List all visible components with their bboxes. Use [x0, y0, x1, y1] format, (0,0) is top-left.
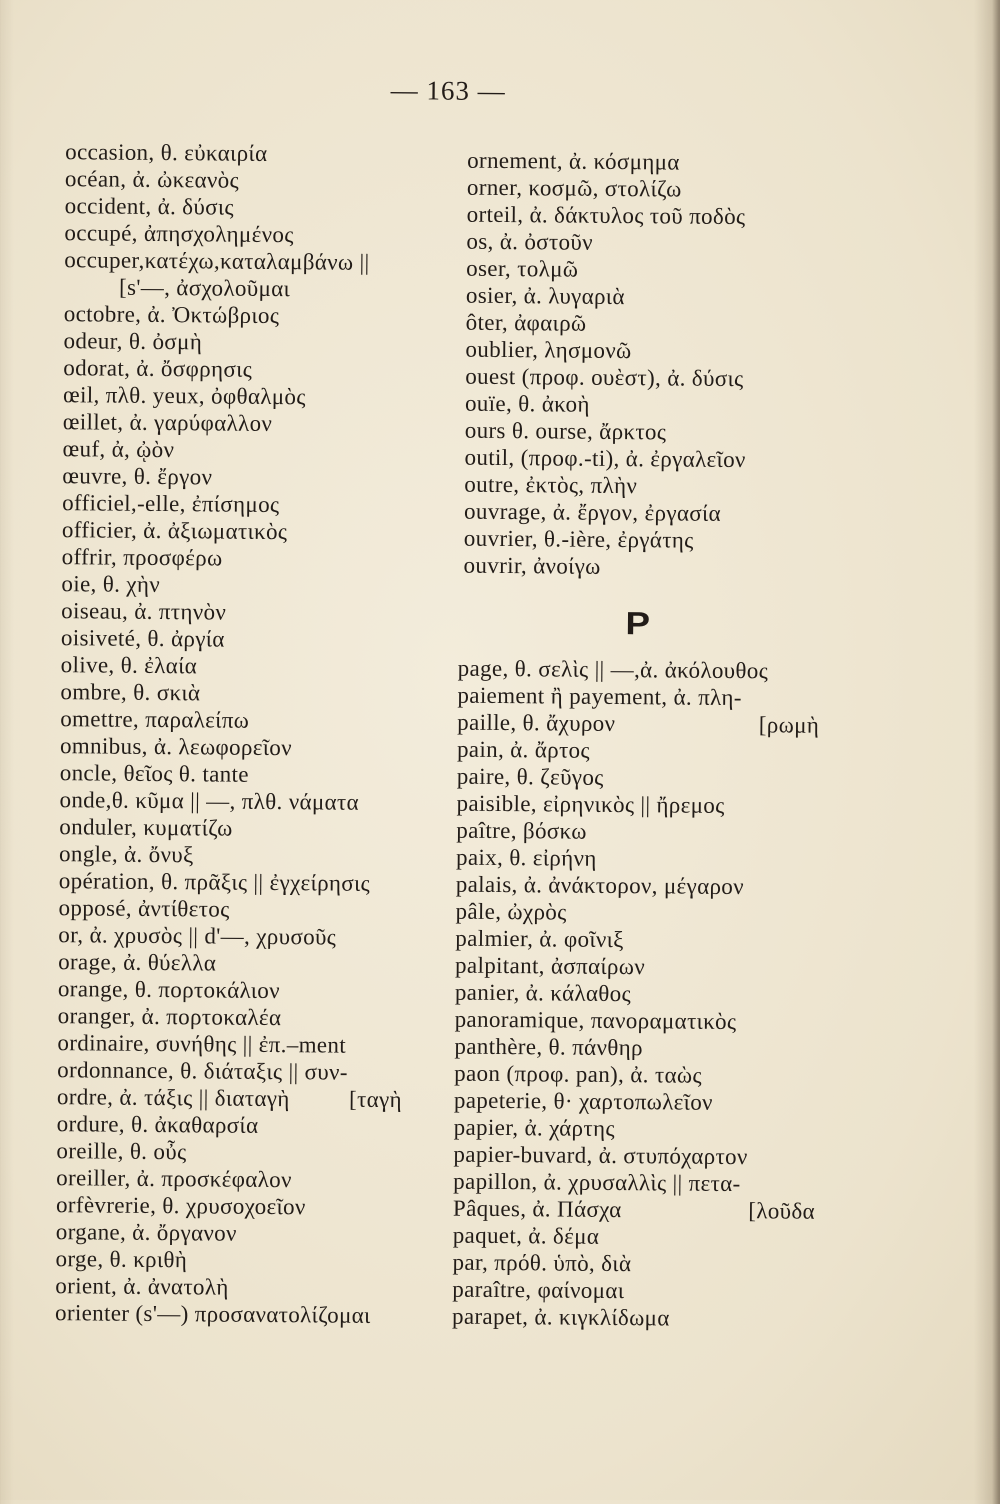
entry-text: osier, ἀ. λυγαριὰ	[465, 282, 625, 310]
entry-continuation: [ρωμὴ	[758, 712, 820, 738]
dictionary-entry	[466, 282, 824, 312]
dictionary-entry	[457, 763, 819, 793]
dictionary-entry	[60, 759, 405, 789]
entry-text: outre, ἐκτὸς, πλὴν	[464, 471, 638, 499]
entry-text: panthère, θ. πάνθηρ	[454, 1033, 643, 1061]
dictionary-entry	[58, 975, 403, 1005]
entry-text: ordonnance, θ. διάταξις || συν-	[57, 1057, 348, 1085]
dictionary-entry	[464, 444, 822, 474]
entry-text: œuf, ἀ, ᾠὸν	[62, 436, 175, 463]
entry-text: omnibus, ἀ. λεωφορεῖον	[59, 733, 293, 761]
dictionary-entry	[464, 471, 822, 501]
dictionary-entry	[63, 354, 408, 384]
entry-text: orange, θ. πορτοκάλιον	[57, 976, 281, 1004]
dictionary-entry	[455, 898, 817, 928]
dictionary-entry	[55, 1245, 400, 1275]
entry-text: odeur, θ. ὀσμὴ	[63, 328, 203, 355]
dictionary-entry	[454, 1033, 816, 1063]
entry-text: oser, τολμῶ	[466, 255, 579, 282]
entry-text: papillon, ἀ. χρυσαλλὶς || πετα-	[453, 1168, 741, 1197]
entry-text: papier-buvard, ἀ. στυπόχαρτον	[453, 1141, 748, 1170]
dictionary-entry	[61, 597, 406, 627]
dictionary-entry	[63, 327, 408, 357]
entry-text: organe, ἀ. ὄργανον	[55, 1219, 237, 1246]
entry-text: papier, ἀ. χάρτης	[453, 1114, 615, 1142]
entry-text: oreille, θ. οὖς	[56, 1138, 187, 1165]
entry-text: papeterie, θ· χαρτοπωλεῖον	[453, 1087, 713, 1115]
dictionary-entry	[57, 1029, 402, 1059]
entry-text: olive, θ. ἐλαία	[60, 652, 198, 679]
dictionary-entry	[57, 1110, 402, 1140]
dictionary-entry	[59, 786, 404, 816]
dictionary-entry	[455, 952, 817, 982]
entry-text: œuvre, θ. ἔργον	[62, 463, 213, 490]
dictionary-entry	[55, 1299, 400, 1329]
entry-text: oiseau, ἀ. πτηνὸν	[61, 598, 227, 625]
dictionary-entry	[465, 417, 823, 447]
entry-text: octobre, ἀ. Ὀκτώβριος	[63, 301, 280, 329]
entry-text: orage, ἀ. θύελλα	[58, 949, 217, 976]
dictionary-entry	[457, 682, 819, 712]
dictionary-entry	[59, 867, 404, 897]
entry-text: onde,θ. κῦμα || —, πλθ. νάματα	[59, 787, 360, 815]
dictionary-entry	[65, 138, 410, 168]
dictionary-entry	[62, 489, 407, 519]
dictionary-entry	[64, 246, 409, 276]
entry-text: omettre, παραλείπω	[60, 706, 250, 733]
dictionary-entry	[60, 705, 405, 735]
dictionary-entry	[464, 498, 822, 528]
dictionary-entry	[456, 790, 818, 820]
entry-text: paraître, φαίνομαι	[452, 1276, 625, 1304]
dictionary-entry	[453, 1195, 815, 1225]
entry-text: occuper,κατέχω,καταλαμβάνω ||	[64, 247, 370, 275]
entry-text: palais, ἀ. ἀνάκτορον, μέγαρον	[455, 871, 745, 900]
entry-text: onduler, κυματίζω	[59, 814, 233, 841]
dictionary-entry	[62, 462, 407, 492]
dictionary-entry	[456, 844, 818, 874]
dictionary-entry	[62, 435, 407, 465]
right-column-o-entries	[463, 147, 825, 582]
dictionary-entry	[465, 336, 823, 366]
entry-text: Pâques, ἀ. Πάσχα	[452, 1195, 622, 1223]
entry-text: pain, ἀ. ἄρτος	[456, 736, 591, 763]
dictionary-entry	[456, 817, 818, 847]
entry-text: ouvrir, ἀνοίγω	[463, 552, 601, 579]
dictionary-entry	[457, 736, 819, 766]
entry-text: oncle, θεῖος θ. tante	[59, 760, 249, 787]
entry-text: orienter (s'—) προσανατολίζομαι	[54, 1300, 371, 1328]
entry-text: paix, θ. εἰρήνη	[455, 844, 597, 871]
dictionary-entry	[465, 390, 823, 420]
dictionary-entry	[62, 543, 407, 573]
dictionary-entry	[455, 925, 817, 955]
entry-text: orient, ἀ. ἀνατολὴ	[55, 1273, 229, 1300]
entry-text: odorat, ἀ. ὄσφρησις	[63, 355, 253, 382]
entry-text: occident, ἀ. δύσις	[64, 193, 235, 220]
dictionary-entry	[56, 1191, 401, 1221]
dictionary-entry	[453, 1168, 815, 1198]
entry-text: orge, θ. κριθὴ	[55, 1246, 188, 1273]
dictionary-entry	[61, 570, 406, 600]
entry-text: paquet, ἀ. δέμα	[452, 1222, 600, 1249]
dictionary-entry	[466, 309, 824, 339]
dictionary-entry	[65, 165, 410, 195]
dictionary-entry	[452, 1303, 814, 1333]
entry-text: panier, ἀ. κάλαθος	[454, 979, 632, 1007]
left-column-entries	[55, 138, 410, 1329]
dictionary-entry	[58, 921, 403, 951]
dictionary-entry	[61, 651, 406, 681]
entry-continuation: [λοῦδα	[748, 1198, 816, 1224]
entry-text: paître, βόσκω	[456, 817, 587, 844]
dictionary-entry	[60, 678, 405, 708]
dictionary-entry	[64, 219, 409, 249]
dictionary-entry	[60, 732, 405, 762]
entry-text: orner, κοσμῶ, στολίζω	[466, 174, 682, 202]
entry-text: ombre, θ. σκιὰ	[60, 679, 201, 706]
entry-text: océan, ἀ. ὠκεανὸς	[64, 166, 240, 193]
dictionary-entry	[454, 1060, 816, 1090]
dictionary-entry	[58, 894, 403, 924]
dictionary-entry	[454, 1087, 816, 1117]
dictionary-entry	[63, 381, 408, 411]
entry-text: par, πρόθ. ὑπὸ, διὰ	[452, 1249, 632, 1277]
entry-text: opposé, ἀντίθετος	[58, 895, 230, 922]
entry-text: os, ἀ. ὀστοῦν	[466, 228, 594, 255]
entry-text: oublier, λησμονῶ	[465, 336, 632, 364]
entry-text: paire, θ. ζεῦγος	[456, 763, 604, 790]
entry-text: œillet, ἀ. γαρύφαλλον	[62, 409, 273, 436]
dictionary-entry	[63, 408, 408, 438]
entry-text: ôter, ἀφαιρῶ	[465, 309, 587, 336]
dictionary-entry	[458, 655, 820, 685]
dictionary-entry	[64, 300, 409, 330]
entry-text: palpitant, ἀσπαίρων	[455, 952, 646, 980]
entry-text: offrir, προσφέρω	[61, 544, 223, 571]
entry-text: occasion, θ. εὐκαιρία	[65, 139, 268, 166]
entry-text: or, ἀ. χρυσὸς || d'—, χρυσοῦς	[58, 922, 337, 950]
entry-continuation: [ταγὴ	[348, 1086, 403, 1113]
entry-text: ouvrier, θ.-ière, ἐργάτης	[463, 525, 694, 553]
entry-text: paisible, εἰρηνικὸς || ἤρεμος	[456, 790, 725, 818]
dictionary-entry	[57, 1056, 402, 1086]
dictionary-entry	[59, 840, 404, 870]
dictionary-entry	[465, 363, 823, 393]
dictionary-entry	[56, 1164, 401, 1194]
entry-text: oranger, ἀ. πορτοκαλέα	[57, 1003, 282, 1031]
dictionary-entry	[64, 273, 409, 303]
entry-text: paon (προφ. pan), ἀ. ταὼς	[454, 1060, 702, 1088]
entry-text: officiel,-elle, ἐπίσημος	[62, 490, 280, 518]
entry-text: orfèvrerie, θ. χρυσοχοεῖον	[55, 1192, 306, 1220]
page-number: — 163 —	[390, 75, 506, 107]
dictionary-entry	[61, 624, 406, 654]
section-letter-heading: P	[625, 605, 651, 642]
entry-text: opération, θ. πρᾶξις || ἐγχείρησις	[58, 868, 371, 896]
dictionary-entry	[457, 709, 819, 739]
dictionary-entry	[463, 552, 821, 582]
dictionary-entry	[455, 979, 817, 1009]
entry-text: paille, θ. ἄχυρον	[457, 709, 616, 737]
entry-text: orteil, ἀ. δάκτυλος τοῦ ποδὸς	[466, 201, 746, 230]
entry-text: œil, πλθ. yeux, ὀφθαλμὸς	[62, 382, 306, 410]
entry-text: ouvrage, ἀ. ἔργον, ἐργασία	[463, 498, 722, 526]
entry-text: ouest (προφ. ουὲστ), ἀ. δύσις	[465, 363, 744, 392]
dictionary-entry	[58, 1002, 403, 1032]
entry-text: ours θ. ourse, ἄρκτος	[464, 417, 667, 445]
entry-text: panoramique, πανοραματικὸς	[454, 1006, 737, 1035]
dictionary-entry	[57, 1083, 402, 1113]
dictionary-entry	[62, 516, 407, 546]
entry-text: oisiveté, θ. ἀργία	[60, 625, 225, 652]
dictionary-entry	[55, 1272, 400, 1302]
dictionary-entry	[65, 192, 410, 222]
dictionary-entry	[456, 871, 818, 901]
entry-text: parapet, ἀ. κιγκλίδωμα	[451, 1303, 670, 1331]
entry-text: officier, ἀ. ἀξιωματικὸς	[61, 517, 288, 545]
dictionary-entry	[56, 1137, 401, 1167]
dictionary-entry	[467, 147, 825, 177]
dictionary-entry	[452, 1249, 814, 1279]
entry-text: pâle, ὠχρὸς	[455, 898, 567, 925]
dictionary-entry	[454, 1114, 816, 1144]
dictionary-entry	[455, 1006, 817, 1036]
dictionary-entry	[467, 201, 825, 231]
entry-text: ouïe, θ. ἀκοὴ	[464, 390, 590, 417]
entry-text: page, θ. σελὶς || —,ἀ. ἀκόλουθος	[457, 655, 769, 684]
entry-text: ordure, θ. ἀκαθαρσία	[56, 1111, 259, 1138]
entry-text: [s'—, ἀσχολοῦμαι	[118, 274, 291, 302]
dictionary-entry	[466, 228, 824, 258]
dictionary-entry	[466, 255, 824, 285]
dictionary-entry	[59, 813, 404, 843]
dictionary-entry	[452, 1276, 814, 1306]
dictionary-entry	[467, 174, 825, 204]
dictionary-entry	[453, 1141, 815, 1171]
dictionary-entry	[464, 525, 822, 555]
entry-text: ornement, ἀ. κόσμημα	[467, 147, 680, 175]
right-column-p-entries	[452, 655, 820, 1333]
entry-text: paiement ἢ payement, ἀ. πλη-	[457, 682, 742, 711]
entry-text: ongle, ἀ. ὄνυξ	[58, 841, 194, 868]
dictionary-entry	[56, 1218, 401, 1248]
entry-text: ordre, ἀ. τάξις || διαταγὴ	[56, 1084, 290, 1112]
dictionary-entry	[453, 1222, 815, 1252]
entry-text: oreiller, ἀ. προσκέφαλον	[56, 1165, 292, 1193]
entry-text: occupé, ἀπησχολημένος	[64, 220, 294, 248]
entry-text: ordinaire, συνήθης || ἐπ.–ment	[57, 1030, 347, 1058]
entry-text: palmier, ἀ. φοῖνιξ	[455, 925, 624, 953]
entry-text: oie, θ. χὴν	[61, 571, 161, 598]
entry-text: outil, (προφ.-ti), ἀ. ἐργαλεῖον	[464, 444, 746, 473]
dictionary-entry	[58, 948, 403, 978]
